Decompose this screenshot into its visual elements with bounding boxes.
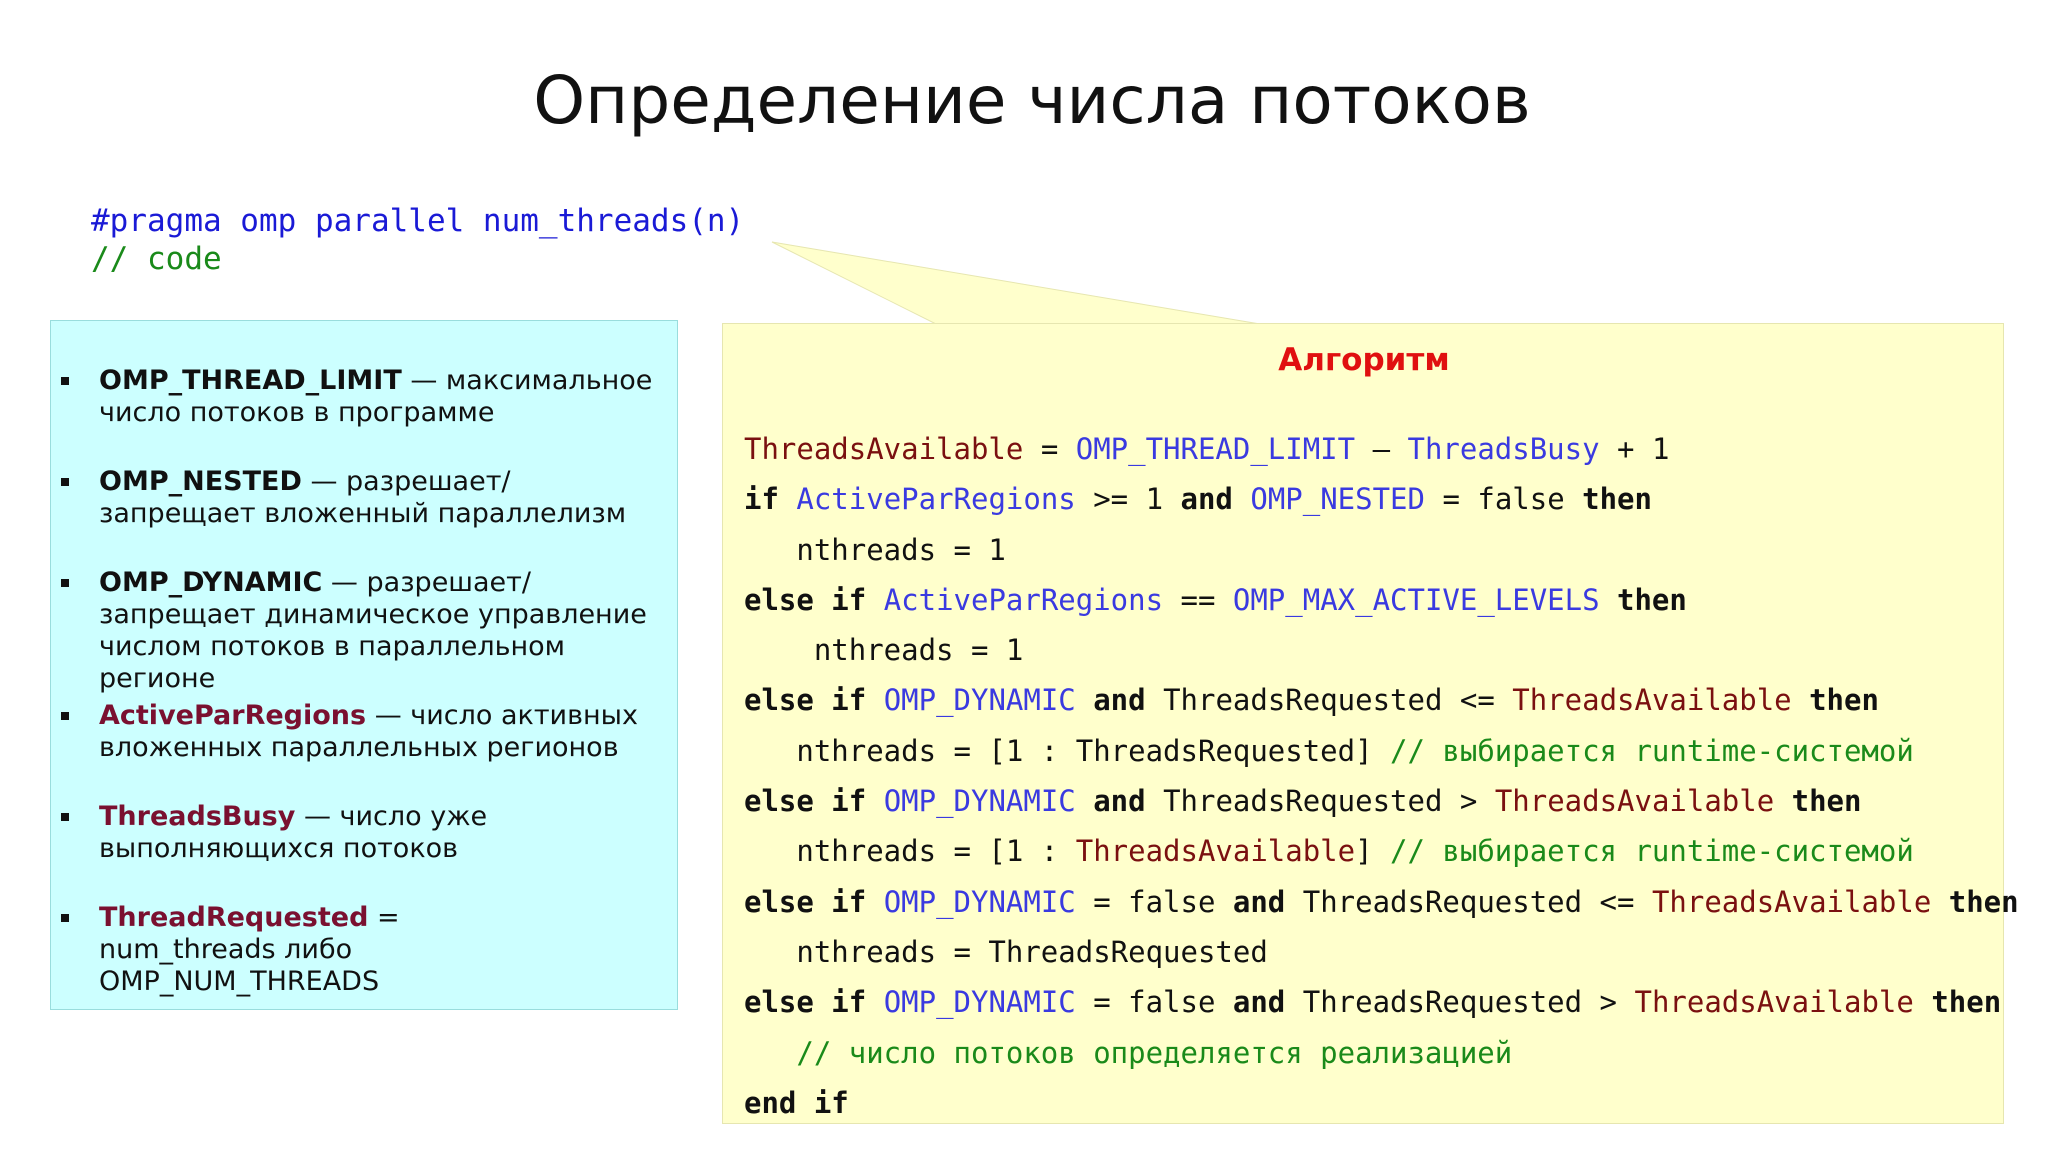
bullet-icon [61,377,69,385]
code-line [744,776,2019,826]
definition-term: ActiveParRegions [99,700,367,731]
code-text: nthreads = [1 : [744,834,1076,869]
keyword: and [1093,784,1146,819]
code-line [744,1028,2019,1078]
code-text [1931,885,1948,919]
env-variable: ActiveParRegions [796,482,1076,517]
algorithm-title: Алгоритм [1278,342,1450,378]
code-text: >= 1 [1075,482,1181,517]
code-text [866,683,883,717]
code-text [1233,482,1250,516]
code-text: = false [1075,884,1233,919]
comment: // выбирается runtime-системой [1390,834,1914,869]
variable: ThreadsAvailable [744,432,1024,466]
definition-item [99,801,699,865]
definition-text: = num_threads либо OMP_NUM_THREADS [99,902,400,997]
definition-text: — максимальное число потоков в программе [99,365,653,428]
code-text: nthreads = 1 [744,532,1006,567]
env-variable: ThreadsBusy [1407,432,1600,466]
keyword: and [1180,482,1233,517]
variable: ThreadsAvailable [1512,683,1792,718]
comment: // число потоков определяется реализацией [744,1035,1513,1070]
code-text [866,784,883,818]
code-line [744,877,2019,927]
code-text: ThreadsRequested > [1285,985,1635,1020]
code-text [1600,583,1617,617]
definition-item [99,365,699,429]
keyword: then [1582,482,1652,517]
code-text [1076,784,1093,818]
code-text [1792,683,1809,717]
keyword: and [1232,884,1286,919]
algorithm-panel [722,323,2019,1124]
code-text [1774,784,1791,818]
keyword: if [744,482,779,517]
code-text: nthreads = [1 : ThreadsRequested] [744,733,1391,768]
code-text: + 1 [1599,432,1670,466]
code-line [744,625,2019,675]
code-line [744,525,2019,575]
code-text [866,583,883,617]
definition-item [99,902,569,998]
definition-item [99,567,679,695]
code-text: — [1355,432,1408,466]
code-line [744,675,2019,725]
env-variable: ActiveParRegions [883,582,1164,617]
keyword: else if [744,985,867,1020]
code-text [779,482,796,516]
bullet-icon [61,914,69,922]
definition-item [99,700,639,764]
code-text: ThreadsRequested > [1145,784,1495,819]
keyword: then [1809,683,1879,718]
algorithm-code [744,424,2019,1128]
code-text: ThreadsRequested <= [1285,884,1652,919]
definition-term: OMP_NESTED [99,466,302,497]
comment: // выбирается runtime-системой [1390,733,1914,768]
keyword: then [1931,985,2002,1020]
code-text: = false [1075,985,1233,1020]
code-text: = false [1424,482,1583,517]
code-text [1914,985,1931,1019]
definitions-panel [50,320,678,1010]
keyword: then [1791,784,1862,819]
keyword: then [1617,582,1687,617]
variable: ThreadsAvailable [1075,834,1356,869]
keyword: then [1948,884,2019,919]
code-text: = [1023,432,1076,466]
code-text: nthreads = ThreadsRequested [744,934,1268,969]
code-text [866,885,883,919]
definition-text: — число активных вложенных параллельных регионов [99,700,638,763]
code-text: ThreadsRequested <= [1145,683,1513,718]
code-line [744,927,2019,977]
bullet-icon [61,579,69,587]
code-line [744,977,2019,1027]
env-variable: OMP_THREAD_LIMIT [1075,432,1356,466]
code-line [744,575,2019,625]
env-variable: OMP_DYNAMIC [883,985,1076,1020]
keyword: end if [744,1085,849,1120]
code-line [744,424,2019,474]
definition-term: OMP_DYNAMIC [99,567,323,598]
keyword: else if [744,582,867,617]
env-variable: OMP_DYNAMIC [883,884,1076,919]
keyword: and [1232,985,1286,1020]
env-variable: OMP_MAX_ACTIVE_LEVELS [1232,582,1600,617]
code-text [866,985,883,1019]
definition-term: ThreadsBusy [99,801,296,832]
code-line [744,1078,2019,1128]
env-variable: OMP_DYNAMIC [883,784,1076,819]
code-text [1076,683,1093,717]
code-line [744,474,2019,524]
keyword: else if [744,683,867,718]
env-variable: OMP_DYNAMIC [883,683,1076,718]
definition-text: — разрешает/запрещает динамическое управление числом потоков в параллельном регионе [99,567,647,694]
variable: ThreadsAvailable [1634,985,1914,1020]
slide-title: Определение числа потоков [533,62,1531,139]
definition-item [99,466,659,530]
code-text: nthreads = 1 [744,633,1024,668]
bullet-icon [61,813,69,821]
definition-text: — разрешает/запрещает вложенный параллелизм [99,466,627,529]
definition-term: OMP_THREAD_LIMIT [99,365,402,396]
pragma-line: #pragma omp parallel num_threads(n) [91,203,745,239]
variable: ThreadsAvailable [1651,884,1932,919]
code-line [744,826,2019,876]
code-text: == [1163,582,1233,617]
bullet-icon [61,478,69,486]
pragma-comment: // code [91,241,222,277]
keyword: and [1093,683,1146,718]
bullet-icon [61,712,69,720]
code-text: ] [1355,834,1391,869]
keyword: else if [744,784,867,819]
env-variable: OMP_NESTED [1250,482,1425,517]
keyword: else if [744,884,867,919]
code-line [744,726,2019,776]
definition-term: ThreadRequested [99,902,369,933]
definition-text: — число уже выполняющихся потоков [99,801,488,864]
variable: ThreadsAvailable [1494,784,1775,819]
